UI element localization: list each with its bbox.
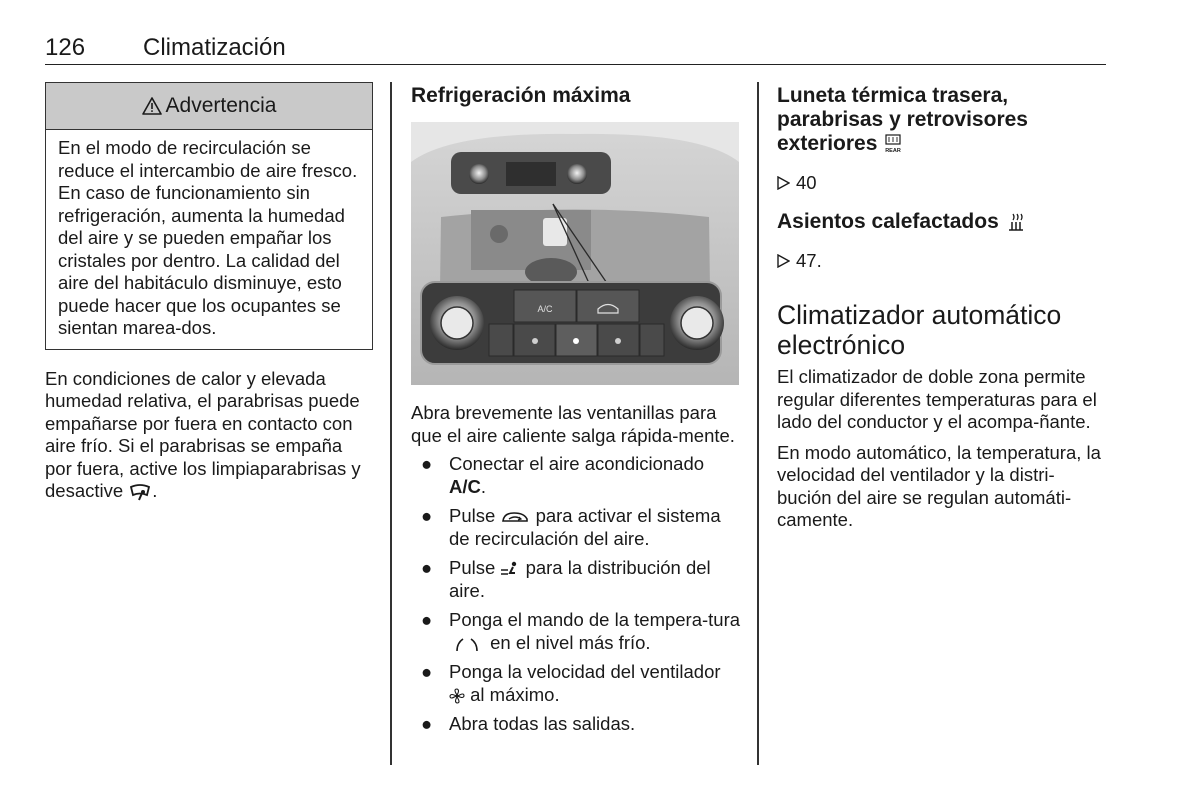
- intro-paragraph: Abra brevemente las ventanillas para que el aire caliente salga rápida-mente.: [411, 402, 735, 446]
- page-reference: 40: [777, 172, 1107, 194]
- column-divider: [390, 82, 392, 765]
- warning-triangle-icon: [142, 97, 162, 115]
- rear-window-heating-heading: Luneta térmica trasera, parabrisas y retrovisores exteriores REAR: [777, 84, 1028, 155]
- climate-control-panel-photo: [411, 122, 739, 385]
- list-item: ● Ponga el mando de la tempera-tura en el nivel más frío.: [421, 609, 741, 653]
- reference-arrow-icon: [777, 176, 790, 190]
- section-title: Climatización: [143, 34, 286, 61]
- warning-title: Advertencia: [165, 94, 277, 117]
- windscreen-air-distribution-icon: [128, 483, 152, 501]
- fan-icon: [449, 688, 465, 704]
- page-number: 126: [45, 34, 86, 61]
- recirculation-icon: [500, 510, 530, 524]
- warning-box: [45, 82, 373, 350]
- floor-air-distribution-icon: [500, 561, 520, 577]
- rear-window-heating-icon: [883, 134, 903, 154]
- dual-zone-paragraph: El climatizador de doble zona permite regular diferentes temperaturas para el lado del conductor y el acompa-ñante.: [777, 366, 1097, 432]
- page-header: [45, 34, 1106, 65]
- list-item: ● Conectar el aire acondicionado A/C.: [421, 453, 705, 497]
- page-reference: 47.: [777, 250, 1107, 272]
- heated-seats-heading: Asientos calefactados: [777, 210, 1107, 234]
- column-right: [777, 82, 1107, 532]
- warning-header: [46, 83, 372, 130]
- list-item: ● Pulse para la distribución del aire.: [421, 557, 711, 601]
- max-cooling-heading: Refrigeración máxima: [411, 84, 631, 107]
- instruction-list: [411, 453, 741, 736]
- auto-mode-paragraph: En modo automático, la temperatura, la velocidad del ventilador y la distri-bución del aire se regulan automáti-camente.: [777, 441, 1101, 530]
- column-left: [45, 82, 373, 503]
- ac-button-label: A/C: [537, 304, 553, 314]
- list-item: ● Abra todas las salidas.: [421, 713, 636, 734]
- defog-paragraph: En condiciones de calor y elevada humedad relativa, el parabrisas puede empañarse por fuera en contacto con aire frío. Si el parabrisas se empaña por fuera, active los limpiaparabrisas y desactive .: [45, 367, 361, 501]
- list-item: ● Ponga la velocidad del ventilador al máximo.: [421, 661, 721, 705]
- auto-climate-heading: Climatizador automático electrónico: [777, 300, 1062, 360]
- reference-arrow-icon: [777, 254, 790, 268]
- rear-label: REAR: [885, 148, 902, 155]
- temperature-dial-icon: [449, 636, 485, 652]
- list-item: ● Pulse para activar el sistema de recirculación del aire.: [421, 505, 721, 549]
- warning-body: En el modo de recirculación se reduce el intercambio de aire fresco. En caso de funcionamiento sin refrigeración, aumenta la humedad del aire y se pueden empañar los cristales por dentro. La calidad del aire del habitáculo disminuye, esto puede hacer que los ocupantes se sientan marea-dos.: [58, 137, 358, 338]
- column-divider: [757, 82, 759, 765]
- column-middle: [411, 82, 741, 743]
- heated-seat-icon: [1005, 211, 1027, 233]
